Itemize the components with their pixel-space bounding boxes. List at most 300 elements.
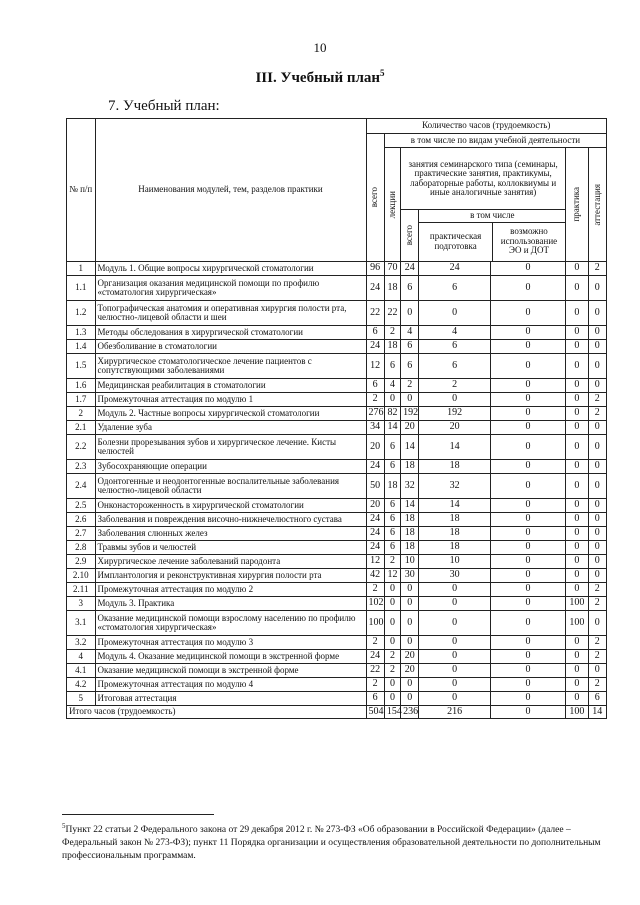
cell-lec: 6: [384, 435, 400, 460]
cell-total: 2: [366, 393, 384, 407]
cell-pp: 24: [419, 262, 490, 276]
cell-total: 24: [366, 340, 384, 354]
page-heading: [0, 68, 640, 87]
cell-sem: 14: [401, 435, 419, 460]
row-number: 1.3: [67, 326, 96, 340]
row-number: 4: [67, 650, 96, 664]
row-number: 4.1: [67, 664, 96, 678]
cell-lec: 0: [384, 393, 400, 407]
cell-pr: 0: [566, 569, 588, 583]
table-row: [67, 340, 607, 354]
cell-pr: 0: [566, 678, 588, 692]
row-name: Модуль 3. Практика: [95, 597, 366, 611]
cell-sem: 4: [401, 326, 419, 340]
cell-att: 0: [588, 527, 606, 541]
row-name: Обезболивание в стоматологии: [95, 340, 366, 354]
row-number: 3.2: [67, 636, 96, 650]
cell-att: 0: [588, 435, 606, 460]
table-row: [67, 499, 607, 513]
cell-pp: 10: [419, 555, 490, 569]
header-incl: в том числе: [419, 211, 565, 223]
header-attestation-label: аттестация: [591, 183, 602, 226]
cell-pp: 2: [419, 379, 490, 393]
cell-att: 0: [588, 541, 606, 555]
cell-lec: 0: [384, 583, 400, 597]
cell-pp: 6: [419, 276, 490, 301]
cell-total: 50: [366, 474, 384, 499]
header-name: Наименования модулей, тем, разделов практики: [95, 119, 366, 262]
cell-eo: 0: [490, 636, 565, 650]
row-name: Зубосохраняющие операции: [95, 460, 366, 474]
cell-sem: 0: [401, 583, 419, 597]
row-name: Организация оказания медицинской помощи по профилю «стоматология хирургическая»: [95, 276, 366, 301]
cell-sem: 0: [401, 636, 419, 650]
cell-pr: 0: [566, 527, 588, 541]
cell-sem: 0: [401, 301, 419, 326]
cell-pr: 0: [566, 435, 588, 460]
cell-pp: 0: [419, 301, 490, 326]
cell-eo: 0: [490, 393, 565, 407]
cell-sem: 30: [401, 569, 419, 583]
cell-total: 22: [366, 664, 384, 678]
table-row: [67, 541, 607, 555]
cell-lec: 0: [384, 611, 400, 636]
cell-eo: 0: [490, 611, 565, 636]
cell-pp: 6: [419, 354, 490, 379]
cell-att: 0: [588, 354, 606, 379]
total-eo: 0: [490, 706, 565, 719]
cell-lec: 14: [384, 421, 400, 435]
cell-att: 6: [588, 692, 606, 706]
cell-att: 0: [588, 340, 606, 354]
row-name: Хирургическое стоматологическое лечение пациентов с сопутствующими заболеваниями: [95, 354, 366, 379]
cell-lec: 6: [384, 513, 400, 527]
row-number: 2.10: [67, 569, 96, 583]
cell-att: 2: [588, 583, 606, 597]
header-practice-label: практика: [571, 187, 582, 222]
cell-lec: 0: [384, 636, 400, 650]
row-number: 1: [67, 262, 96, 276]
cell-eo: 0: [490, 407, 565, 421]
cell-sem: 6: [401, 276, 419, 301]
cell-total: 2: [366, 583, 384, 597]
table-row: [67, 326, 607, 340]
cell-pp: 30: [419, 569, 490, 583]
cell-att: 0: [588, 276, 606, 301]
cell-att: 0: [588, 474, 606, 499]
total-lec: 154: [384, 706, 400, 719]
module-row: [67, 692, 607, 706]
cell-sem: 6: [401, 340, 419, 354]
cell-pp: 18: [419, 460, 490, 474]
cell-lec: 4: [384, 379, 400, 393]
row-number: 3: [67, 597, 96, 611]
cell-sem: 24: [401, 262, 419, 276]
cell-pp: 18: [419, 541, 490, 555]
cell-pr: 0: [566, 541, 588, 555]
cell-att: 0: [588, 555, 606, 569]
cell-pp: 0: [419, 393, 490, 407]
cell-att: 0: [588, 513, 606, 527]
table-row: [67, 527, 607, 541]
cell-lec: 2: [384, 555, 400, 569]
cell-eo: 0: [490, 474, 565, 499]
row-number: 1.6: [67, 379, 96, 393]
cell-sem: 18: [401, 513, 419, 527]
header-sem-total-label: всего: [404, 225, 415, 246]
header-total-label: всего: [369, 187, 380, 208]
header-by-type: в том числе по видам учебной деятельности: [384, 134, 606, 148]
cell-att: 0: [588, 499, 606, 513]
total-sem: 236: [401, 706, 419, 719]
cell-sem: 32: [401, 474, 419, 499]
cell-total: 276: [366, 407, 384, 421]
cell-pp: 0: [419, 664, 490, 678]
cell-pr: 0: [566, 692, 588, 706]
table-row: [67, 678, 607, 692]
cell-pr: 0: [566, 474, 588, 499]
cell-pr: 0: [566, 499, 588, 513]
cell-pp: 20: [419, 421, 490, 435]
header-sem-total: [401, 210, 419, 262]
cell-pp: 18: [419, 527, 490, 541]
cell-lec: 0: [384, 597, 400, 611]
cell-total: 20: [366, 499, 384, 513]
row-number: 2: [67, 407, 96, 421]
header-attestation: [588, 148, 606, 262]
row-number: 2.8: [67, 541, 96, 555]
table-row: [67, 301, 607, 326]
row-name: Промежуточная аттестация по модулю 1: [95, 393, 366, 407]
table-row: [67, 393, 607, 407]
cell-eo: 0: [490, 527, 565, 541]
table-row: [67, 379, 607, 393]
cell-pp: 18: [419, 513, 490, 527]
total-pr: 100: [566, 706, 588, 719]
cell-sem: 0: [401, 692, 419, 706]
row-number: 2.6: [67, 513, 96, 527]
cell-att: 0: [588, 611, 606, 636]
cell-eo: 0: [490, 513, 565, 527]
table-row: [67, 460, 607, 474]
cell-sem: 0: [401, 611, 419, 636]
row-number: 1.4: [67, 340, 96, 354]
row-name: Травмы зубов и челюстей: [95, 541, 366, 555]
row-name: Модуль 1. Общие вопросы хирургической стоматологии: [95, 262, 366, 276]
header-lectures: [384, 148, 400, 262]
header-total: [366, 134, 384, 262]
row-name: Оказание медицинской помощи в экстренной форме: [95, 664, 366, 678]
cell-att: 2: [588, 678, 606, 692]
row-number: 4.2: [67, 678, 96, 692]
cell-total: 2: [366, 678, 384, 692]
footnote-text: Пункт 22 статьи 2 Федерального закона от 29 декабря 2012 г. № 273-ФЗ «Об образовании в Российской Федерации» (далее – Федеральный закон № 273-ФЗ); пункт 11 Порядка организации и осуществления образовательной деятельности по дополнительным профессиональным программам.: [62, 825, 601, 861]
cell-pp: 0: [419, 583, 490, 597]
row-number: 2.9: [67, 555, 96, 569]
cell-eo: 0: [490, 460, 565, 474]
cell-lec: 82: [384, 407, 400, 421]
header-num: № п/п: [67, 119, 96, 262]
cell-att: 0: [588, 301, 606, 326]
cell-att: 2: [588, 407, 606, 421]
cell-eo: 0: [490, 692, 565, 706]
cell-lec: 12: [384, 569, 400, 583]
cell-pr: 0: [566, 555, 588, 569]
cell-pr: 0: [566, 262, 588, 276]
cell-eo: 0: [490, 678, 565, 692]
cell-eo: 0: [490, 340, 565, 354]
row-number: 2.4: [67, 474, 96, 499]
cell-total: 24: [366, 650, 384, 664]
cell-lec: 0: [384, 692, 400, 706]
row-name: Одонтогенные и неодонтогенные воспалительные заболевания челюстно-лицевой области: [95, 474, 366, 499]
cell-total: 42: [366, 569, 384, 583]
row-name: Модуль 2. Частные вопросы хирургической стоматологии: [95, 407, 366, 421]
row-name: Промежуточная аттестация по модулю 4: [95, 678, 366, 692]
row-number: 2.5: [67, 499, 96, 513]
cell-eo: 0: [490, 569, 565, 583]
row-name: Имплантология и реконструктивная хирургия полости рта: [95, 569, 366, 583]
cell-sem: 18: [401, 460, 419, 474]
cell-pp: 0: [419, 678, 490, 692]
cell-pr: 0: [566, 340, 588, 354]
module-row: [67, 262, 607, 276]
cell-total: 24: [366, 460, 384, 474]
table-row: [67, 583, 607, 597]
cell-lec: 18: [384, 340, 400, 354]
total-row-label: Итого часов (трудоемкость): [67, 706, 367, 719]
cell-att: 0: [588, 379, 606, 393]
row-number: 5: [67, 692, 96, 706]
cell-pp: 6: [419, 340, 490, 354]
table-row: [67, 636, 607, 650]
cell-pp: 192: [419, 407, 490, 421]
cell-sem: 6: [401, 354, 419, 379]
cell-lec: 2: [384, 664, 400, 678]
cell-pp: 14: [419, 499, 490, 513]
row-name: Промежуточная аттестация по модулю 2: [95, 583, 366, 597]
cell-eo: 0: [490, 262, 565, 276]
footnote-mark: 5: [62, 822, 66, 830]
cell-sem: 14: [401, 499, 419, 513]
heading-text: III. Учебный план: [255, 70, 381, 86]
cell-total: 24: [366, 276, 384, 301]
header-lectures-label: лекции: [386, 190, 397, 219]
header-practical-training: практическая подготовка: [419, 222, 492, 261]
cell-pr: 0: [566, 326, 588, 340]
cell-att: 2: [588, 636, 606, 650]
footnote-rule: [62, 814, 214, 815]
cell-eo: 0: [490, 664, 565, 678]
cell-lec: 18: [384, 474, 400, 499]
curriculum-table: [66, 118, 607, 719]
row-number: 2.2: [67, 435, 96, 460]
cell-sem: 20: [401, 650, 419, 664]
cell-pr: 0: [566, 513, 588, 527]
footnote: [62, 822, 608, 863]
cell-sem: 18: [401, 541, 419, 555]
cell-lec: 6: [384, 541, 400, 555]
row-number: 2.3: [67, 460, 96, 474]
cell-lec: 18: [384, 276, 400, 301]
cell-pr: 0: [566, 379, 588, 393]
header-practice: [566, 148, 588, 262]
module-row: [67, 407, 607, 421]
row-name: Хирургическое лечение заболеваний пародонта: [95, 555, 366, 569]
cell-pr: 0: [566, 354, 588, 379]
row-name: Топографическая анатомия и оперативная хирургия полости рта, челюстно-лицевой области и шеи: [95, 301, 366, 326]
cell-sem: 2: [401, 379, 419, 393]
cell-total: 102: [366, 597, 384, 611]
cell-total: 24: [366, 513, 384, 527]
row-name: Удаление зуба: [95, 421, 366, 435]
table-row: [67, 569, 607, 583]
row-name: Медицинская реабилитация в стоматологии: [95, 379, 366, 393]
cell-total: 6: [366, 379, 384, 393]
table-row: [67, 354, 607, 379]
cell-lec: 2: [384, 650, 400, 664]
row-name: Оказание медицинской помощи взрослому населению по профилю «стоматология хирургическая»: [95, 611, 366, 636]
cell-total: 12: [366, 555, 384, 569]
row-name: Онконастороженность в хирургической стоматологии: [95, 499, 366, 513]
row-number: 2.7: [67, 527, 96, 541]
row-number: 1.5: [67, 354, 96, 379]
row-number: 1.7: [67, 393, 96, 407]
cell-pp: 0: [419, 611, 490, 636]
cell-att: 0: [588, 326, 606, 340]
cell-sem: 192: [401, 407, 419, 421]
header-hours: Количество часов (трудоемкость): [366, 119, 607, 134]
cell-eo: 0: [490, 650, 565, 664]
row-name: Итоговая аттестация: [95, 692, 366, 706]
table-row: [67, 513, 607, 527]
row-name: Промежуточная аттестация по модулю 3: [95, 636, 366, 650]
row-number: 2.11: [67, 583, 96, 597]
cell-eo: 0: [490, 421, 565, 435]
cell-eo: 0: [490, 354, 565, 379]
cell-total: 20: [366, 435, 384, 460]
heading-footnote-mark: 5: [380, 68, 385, 78]
cell-pr: 0: [566, 650, 588, 664]
row-number: 3.1: [67, 611, 96, 636]
cell-pr: 0: [566, 276, 588, 301]
header-incl-table: [419, 211, 565, 261]
cell-pp: 0: [419, 650, 490, 664]
cell-lec: 6: [384, 527, 400, 541]
header-seminars: занятия семинарского типа (семинары, практические занятия, практикумы, лабораторные работы, коллоквиумы и иные аналогичные занятия): [401, 148, 566, 210]
row-name: Заболевания слюнных желез: [95, 527, 366, 541]
cell-pr: 100: [566, 611, 588, 636]
table-row: [67, 474, 607, 499]
table-row: [67, 611, 607, 636]
cell-eo: 0: [490, 301, 565, 326]
cell-total: 34: [366, 421, 384, 435]
cell-att: 2: [588, 650, 606, 664]
cell-pr: 0: [566, 393, 588, 407]
table-row: [67, 435, 607, 460]
total-pp: 216: [419, 706, 490, 719]
cell-sem: 0: [401, 678, 419, 692]
cell-pp: 0: [419, 692, 490, 706]
header-incl-group: [419, 210, 566, 262]
cell-eo: 0: [490, 555, 565, 569]
total-att: 14: [588, 706, 606, 719]
cell-eo: 0: [490, 597, 565, 611]
cell-total: 6: [366, 692, 384, 706]
cell-sem: 18: [401, 527, 419, 541]
cell-total: 2: [366, 636, 384, 650]
cell-pp: 14: [419, 435, 490, 460]
subheading: 7. Учебный план:: [108, 98, 220, 114]
row-name: Модуль 4. Оказание медицинской помощи в экстренной форме: [95, 650, 366, 664]
row-name: Болезни прорезывания зубов и хирургическое лечение. Кисты челюстей: [95, 435, 366, 460]
cell-pr: 0: [566, 460, 588, 474]
cell-att: 0: [588, 664, 606, 678]
cell-att: 2: [588, 597, 606, 611]
cell-pr: 0: [566, 583, 588, 597]
table-row: [67, 555, 607, 569]
cell-total: 24: [366, 527, 384, 541]
cell-pp: 0: [419, 597, 490, 611]
cell-eo: 0: [490, 276, 565, 301]
cell-att: 0: [588, 460, 606, 474]
cell-pp: 32: [419, 474, 490, 499]
total-total: 504: [366, 706, 384, 719]
cell-pr: 0: [566, 636, 588, 650]
cell-pr: 0: [566, 301, 588, 326]
cell-total: 22: [366, 301, 384, 326]
total-row: [67, 706, 607, 719]
cell-total: 12: [366, 354, 384, 379]
row-name: Заболевания и повреждения височно-нижнечелюстного сустава: [95, 513, 366, 527]
cell-eo: 0: [490, 499, 565, 513]
cell-pr: 0: [566, 664, 588, 678]
cell-eo: 0: [490, 379, 565, 393]
row-name: Методы обследования в хирургической стоматологии: [95, 326, 366, 340]
cell-sem: 20: [401, 664, 419, 678]
cell-total: 24: [366, 541, 384, 555]
cell-total: 100: [366, 611, 384, 636]
table-row: [67, 664, 607, 678]
cell-sem: 20: [401, 421, 419, 435]
cell-att: 0: [588, 569, 606, 583]
cell-lec: 0: [384, 678, 400, 692]
cell-sem: 0: [401, 393, 419, 407]
cell-pr: 0: [566, 421, 588, 435]
header-eo-dot: возможно использование ЭО и ДОТ: [500, 226, 558, 256]
row-number: 2.1: [67, 421, 96, 435]
module-row: [67, 597, 607, 611]
table-row: [67, 276, 607, 301]
row-number: 1.1: [67, 276, 96, 301]
cell-lec: 6: [384, 460, 400, 474]
cell-sem: 10: [401, 555, 419, 569]
cell-att: 0: [588, 421, 606, 435]
cell-pr: 100: [566, 597, 588, 611]
cell-lec: 70: [384, 262, 400, 276]
cell-lec: 2: [384, 326, 400, 340]
cell-eo: 0: [490, 583, 565, 597]
cell-att: 2: [588, 393, 606, 407]
cell-pr: 0: [566, 407, 588, 421]
cell-eo: 0: [490, 326, 565, 340]
table-row: [67, 421, 607, 435]
cell-pp: 0: [419, 636, 490, 650]
row-number: 1.2: [67, 301, 96, 326]
cell-att: 2: [588, 262, 606, 276]
page-number: 10: [313, 40, 327, 55]
cell-eo: 0: [490, 435, 565, 460]
